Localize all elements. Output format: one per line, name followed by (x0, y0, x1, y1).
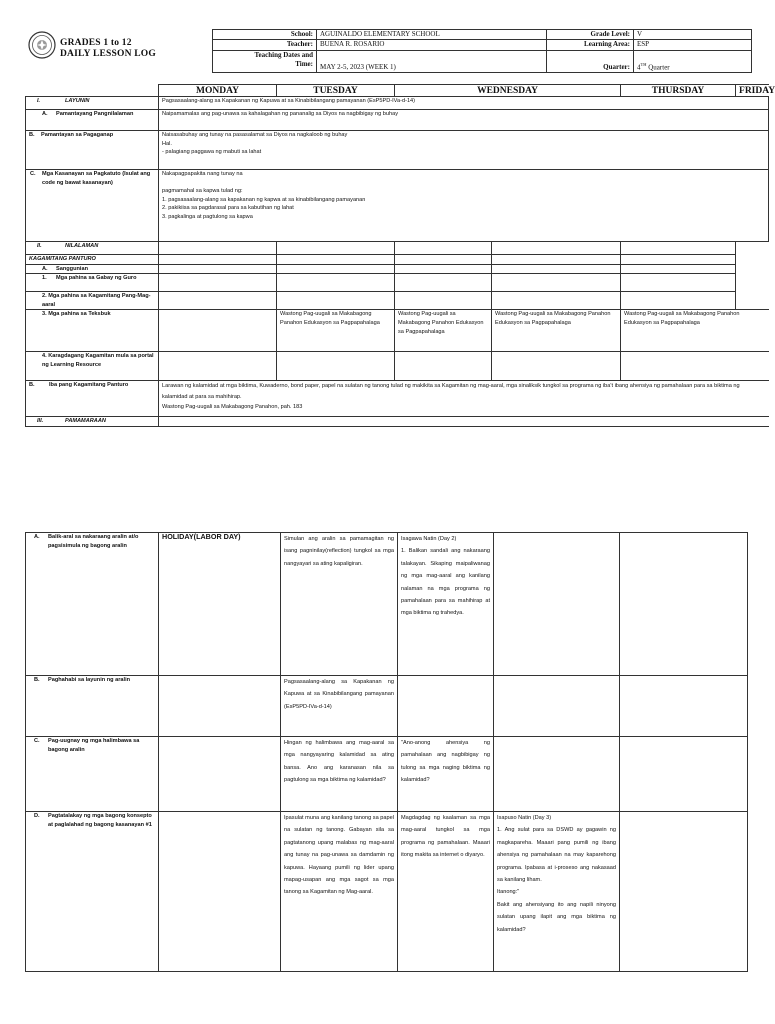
balik-aral-title: Balik-aral sa nakaraang aralin at/o pagsisimula ng bagong aralin (48, 534, 139, 549)
gabay-num: 1. (42, 275, 47, 282)
lesson-plan-table-bottom (25, 532, 748, 972)
pamamaraan-label (26, 417, 159, 427)
learning-area-value: ESP (634, 40, 752, 51)
kasanayan-label (26, 170, 159, 242)
gabay-title: Mga pahina sa Gabay ng Guro (56, 275, 137, 282)
learning-area-label: Learning Area: (547, 40, 634, 51)
pamamaraan-row (26, 417, 769, 427)
kasanayan-text: Nakapagpapakita nang tunay na pagmamahal sa kapwa tulad ng: 1. pagsasaalang-alang sa kapakanan ng kapwa at sa kinabibilangang pamayanan 2. pakikiisa sa pagdarasal para sa kabutihan ng lahat 3. pagkalinga at pagtulong sa kapwa (159, 170, 769, 242)
teaching-dates-label-line2: Time: (295, 60, 313, 68)
nilalaman-title: NILALAMAN (65, 243, 99, 249)
teaching-dates-value: MAY 2-5, 2023 (WEEK 1) (317, 51, 547, 73)
teksbuk-thursday: Wastong Pag-uugali sa Makabagong Panahon Edukasyon sa Pagpapahalaga (492, 310, 621, 352)
pamantayan-pagganap-title: Pamantayan sa Pagaganap (41, 132, 114, 138)
iba-pang-kagamitan-label (26, 381, 159, 417)
paghahabi-row (26, 676, 748, 737)
lesson-plan-table-top (25, 84, 775, 427)
pamantayan-pagganap-label (26, 131, 159, 170)
teksbuk-label: 3. Mga pahina sa Teksbuk (26, 310, 159, 352)
pag-uugnay-row (26, 737, 748, 812)
iba-title: Iba pang Kagamitang Panturo (49, 382, 129, 389)
kagamitan-label: KAGAMITANG PANTURO (26, 255, 159, 265)
kasanayan-row (26, 170, 769, 242)
pamantayan-pagganap-row (26, 131, 769, 170)
grade-level-label: Grade Level: (547, 30, 634, 40)
teksbuk-wednesday: Wastong Pag-uugali sa Makabagong Panahon Edukasyon sa Pagpapahalaga (395, 310, 492, 352)
quarter-sup: TH (640, 61, 647, 67)
teaching-dates-label (213, 51, 317, 73)
nilalaman-row (26, 242, 769, 255)
pamantayang-num: A. (42, 111, 48, 117)
pamamaraan-title: PAMAMARAAN (65, 418, 106, 425)
pag-uugnay-wednesday: "Ano-anong ahensiya ng pamahalaan ang nagbibigay ng tulong sa mga naging biktima ng kalamidad? (398, 737, 494, 812)
pagtatalakay-label (26, 812, 159, 972)
pagtatalakay-title: Pagtatalakay ng mga bagong konsepto at paglalahad ng bagong kasanayan #1 (48, 813, 152, 828)
pag-uugnay-num: C. (34, 738, 40, 744)
quarter-label: Quarter: (547, 51, 634, 73)
gabay-guro-label (26, 274, 159, 292)
iba-text-2: Wastong Pag-uugali sa Makabagong Panahon, pah. 183 (162, 404, 303, 411)
balik-aral-monday: HOLIDAY(LABOR DAY) (159, 533, 281, 676)
day-tuesday: TUESDAY (277, 85, 395, 97)
dll-title-line2: DAILY LESSON LOG (60, 49, 156, 59)
quarter-num: 4 (637, 63, 641, 71)
teksbuk-friday: Wastong Pag-uugali sa Makabagong Panahon Edukasyon sa Pagpapahalaga (621, 310, 769, 352)
dll-title (60, 38, 156, 60)
karagdagan-label: 4. Karagdagang Kagamitan mula sa portal ng Learning Resource (26, 352, 159, 381)
pamantayan-pagganap-text: Naisasabuhay ang tunay na pasasalamat sa Diyos na nagkaloob ng buhay Hal. - palagiang paggawa ng mabuti sa lahat (159, 131, 769, 170)
layunin-num: I. (37, 98, 41, 104)
day-friday: FRIDAY (736, 85, 769, 97)
kasanayan-title: Mga Kasanayan sa Pagkatuto (Isulat ang code ng bawat kasanayan) (42, 171, 151, 186)
paghahabi-num: B. (34, 677, 40, 683)
balik-aral-row (26, 533, 748, 676)
kasanayan-num: C. (30, 171, 36, 177)
pamantayang-pangnilalaman-label (26, 110, 159, 131)
layunin-row (26, 97, 769, 110)
layunin-label (26, 97, 159, 110)
quarter-word: Quarter (648, 63, 670, 71)
teacher-label: Teacher: (213, 40, 317, 51)
quarter-value (634, 51, 752, 73)
balik-aral-label (26, 533, 159, 676)
iba-text-1: Larawan ng kalamidad at mga biktima, Kuwaderno, bond paper, papel na sulatan ng tanong tulad ng makikita sa Kagamitan ng mag-aaral, mga sinaliksik tungkol sa programa ng iba't ibang ahensiya ng pamahalaan para sa biktima ng kalamidad at para sa mahihirap. (162, 383, 740, 400)
layunin-text: Pagsasaalang-alang sa Kapakanan ng Kapuwa at sa Kinabibilangang pamayanan (EsP5PD-IVa-d-14) (159, 97, 769, 110)
layunin-title: LAYUNIN (65, 98, 90, 104)
pamamaraan-num: III. (37, 418, 44, 425)
gabay-guro-row (26, 274, 769, 292)
header-info-table (212, 29, 752, 73)
paghahabi-title: Paghahabi sa layunin ng aralin (48, 677, 131, 683)
day-wednesday: WEDNESDAY (395, 85, 621, 97)
balik-aral-tuesday: Simulan ang aralin sa pamamagitan ng isang pagninilay(reflection) tungkol sa mga nangyayari sa ating kapaligiran. (281, 533, 398, 676)
days-header-row (26, 85, 769, 97)
kagamitan-row (26, 255, 769, 265)
nilalaman-label (26, 242, 159, 255)
iba-pang-kagamitan-text (159, 381, 769, 417)
kagamitang-mag-aaral-row (26, 292, 769, 310)
balik-aral-num: A. (34, 534, 40, 540)
school-value: AGUINALDO ELEMENTARY SCHOOL (317, 30, 547, 40)
pag-uugnay-title: Pag-uugnay ng mga halimbawa sa bagong aralin (48, 738, 140, 753)
sanggunian-label (26, 264, 159, 274)
nilalaman-num: II. (37, 243, 42, 249)
day-monday: MONDAY (159, 85, 277, 97)
sanggunian-title: Sanggunian (56, 265, 89, 272)
pagtatalakay-thursday: Isapuso Natin (Day 3) 1. Ang sulat para sa DSWD ay gagawin ng magkapareha. Maaari pang pumili ng ibang ahensiya ng pamahalaan na may kaparehong programa. Ipabasa at i-proseso ang nakasaad sa kanilang liham. Itanong:" Bakit ang ahensiyang ito ang napili ninyong sulatan upang ilapit ang mga biktima ng kalamidad? (494, 812, 620, 972)
teaching-dates-label-line1: Teaching Dates and (254, 51, 313, 59)
pag-uugnay-label (26, 737, 159, 812)
paghahabi-label (26, 676, 159, 737)
day-thursday: THURSDAY (621, 85, 736, 97)
pagtatalakay-row (26, 812, 748, 972)
karagdagan-row (26, 352, 769, 381)
teksbuk-row (26, 310, 769, 352)
pag-uugnay-tuesday: Hingan ng halimbawa ang mag-aaral sa mga nangyayaring kalamidad sa ating bansa. Ano ang karanasan nila sa pagtulong sa mga biktima ng kalamidad? (281, 737, 398, 812)
sanggunian-num: A. (42, 265, 48, 272)
pagtatalakay-tuesday: Ipasulat muna ang kanilang tanong sa papel na sulatan ng tanong. Gabayan sila sa pagtatanong upang malabas ng mag-aaral ang tunay na pag-unawa sa damdamin ng kapuwa. Hayaang pumili ng lider upang mapag-usapan ang mga sagot sa mga tanong sa Kagamitan ng Mag-aaral. (281, 812, 398, 972)
grade-level-value: V (634, 30, 752, 40)
teacher-value: BUENA R. ROSARIO (317, 40, 547, 51)
sanggunian-row (26, 264, 769, 274)
dll-title-line1: GRADES 1 to 12 (60, 38, 132, 48)
school-label: School: (213, 30, 317, 40)
kagamitang-mag-aaral-label: 2. Mga pahina sa Kagamitang Pang-Mag-aaral (26, 292, 159, 310)
pamantayang-pangnilalaman-row (26, 110, 769, 131)
iba-num: B. (29, 382, 35, 389)
iba-pang-kagamitan-row (26, 381, 769, 417)
balik-aral-wednesday: Isagawa Natin (Day 2) 1. Balikan sandali ang nakaraang talakayan. Sikaping maipaliwanag ng mga mag-aaral ang kanilang nalaman na mga programa ng pamahalaan para sa mahihirap at mga biktima ng trahedya. (398, 533, 494, 676)
pagtatalakay-num: D. (34, 813, 40, 819)
deped-seal-logo (28, 31, 56, 59)
pagtatalakay-wednesday: Magdagdag ng kaalaman sa mga mag-aaral tungkol sa mga programa ng pamahalaan. Maaari itong makita sa internet o diyaryo. (398, 812, 494, 972)
pamantayang-title: Pamantayang Pangnilalaman (56, 111, 134, 117)
teksbuk-tuesday: Wastong Pag-uugali sa Makabagong Panahon Edukasyon sa Pagpapahalaga (277, 310, 395, 352)
pamantayan-pagganap-num: B. (29, 132, 35, 138)
paghahabi-tuesday: Pagsasaalang-alang sa Kapakanan ng Kapuwa at sa Kinabibilangang pamayanan (EsP5PD-IVa-d-14) (281, 676, 398, 737)
pamantayang-pangnilalaman-text: Naipamamalas ang pag-unawa sa kahalagahan ng pananalig sa Diyos na nagbibigay ng buhay (159, 110, 769, 131)
